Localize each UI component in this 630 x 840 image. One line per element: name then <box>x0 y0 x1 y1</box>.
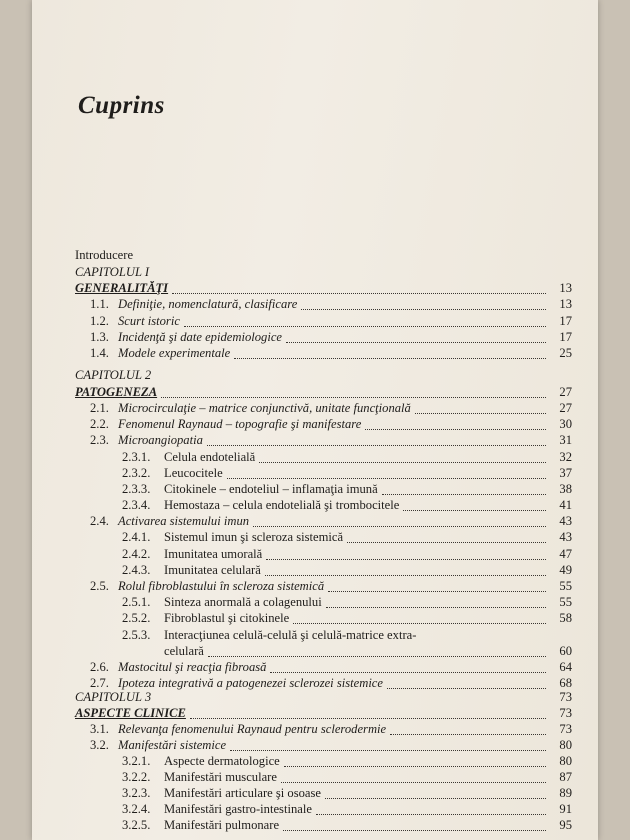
toc-entry-label: Citokinele – endoteliul – inflamaţia imună <box>164 482 378 496</box>
dot-leader <box>325 787 546 799</box>
toc-entry-number: 2.5.1. <box>122 595 151 609</box>
toc-entry-text <box>90 737 226 753</box>
toc-entry-page: 58 <box>559 611 572 625</box>
dot-leader <box>415 402 546 414</box>
toc-entry-page: 17 <box>559 330 572 344</box>
toc-entry <box>122 643 572 659</box>
toc-entry-number: 2.3. <box>90 433 109 447</box>
toc-entry-text <box>90 416 361 432</box>
toc-entry-text <box>75 689 151 705</box>
toc-entry-page: 73 <box>559 722 572 736</box>
dot-leader <box>387 677 546 689</box>
toc-entry-label: Sinteza anormală a colagenului <box>164 595 322 609</box>
toc-entry-number: 2.3.3. <box>122 482 151 496</box>
toc-entry-text <box>122 481 378 497</box>
toc-entry-label: Fenomenul Raynaud – topografie şi manifestare <box>118 417 362 431</box>
toc-entry <box>90 400 572 416</box>
toc-entry-text <box>122 753 280 769</box>
toc-entry-number: 2.5.3. <box>122 628 151 642</box>
toc-entry-text <box>122 529 343 545</box>
toc-entry-label: CAPITOLUL 3 <box>75 690 152 704</box>
toc-entry-text <box>90 659 266 675</box>
toc-entry <box>75 705 572 721</box>
dot-leader <box>326 596 546 608</box>
toc-entry-text <box>122 817 279 833</box>
toc-entry <box>122 769 572 785</box>
dot-leader <box>316 803 546 815</box>
toc-entry-label: Interacţiunea celulă-celulă şi celulă-matrice extra- <box>164 628 417 642</box>
toc-entry-page: 25 <box>559 346 572 360</box>
toc-entry-number: 2.4.1. <box>122 530 151 544</box>
dot-leader <box>286 331 546 343</box>
toc-entry-number: 2.5.2. <box>122 611 151 625</box>
toc-entry <box>75 280 572 296</box>
toc-entry-page: 80 <box>559 754 572 768</box>
toc-entry-page: 43 <box>559 530 572 544</box>
toc-entry-text <box>75 367 151 383</box>
toc-entry <box>122 594 572 610</box>
toc-entry-label: Imunitatea umorală <box>164 547 263 561</box>
toc-entry-page: 37 <box>559 466 572 480</box>
dot-leader <box>234 347 546 359</box>
toc-entry-page: 17 <box>559 314 572 328</box>
dot-leader <box>208 645 546 657</box>
toc-entry-text <box>122 562 261 578</box>
toc-entry-text <box>90 513 249 529</box>
toc-entry-label: Scurt istoric <box>118 314 180 328</box>
toc-entry-page: 73 <box>559 690 572 704</box>
toc-entry-number: 3.2.3. <box>122 786 151 800</box>
toc-entry-label: Celula endotelială <box>164 450 256 464</box>
dot-leader <box>283 819 546 831</box>
toc-entry-page: 49 <box>559 563 572 577</box>
toc-entry-page: 91 <box>559 802 572 816</box>
toc-entry-page: 55 <box>559 579 572 593</box>
toc-entry <box>75 247 572 263</box>
toc-entry-number: 3.2.5. <box>122 818 151 832</box>
toc-entry-number: 2.4.3. <box>122 563 151 577</box>
toc-entry-page: 41 <box>559 498 572 512</box>
toc-entry-number: 1.3. <box>90 330 109 344</box>
toc-entry <box>122 497 572 513</box>
toc-entry-label: Incidenţă şi date epidemiologice <box>118 330 283 344</box>
toc-entry <box>122 449 572 465</box>
toc-entry-text <box>90 578 324 594</box>
toc-entry-page: 13 <box>559 297 572 311</box>
toc-entry <box>122 465 572 481</box>
page-title: Cuprins <box>78 92 165 119</box>
toc-entry <box>122 529 572 545</box>
toc-entry-label: Modele experimentale <box>118 346 231 360</box>
toc-entry-text <box>75 264 149 280</box>
toc-entry-page: 30 <box>559 417 572 431</box>
toc-entry <box>90 737 572 753</box>
toc-entry <box>122 562 572 578</box>
toc-entry-page: 32 <box>559 450 572 464</box>
dot-leader <box>230 739 546 751</box>
toc-entry-page: 38 <box>559 482 572 496</box>
toc-entry-page: 27 <box>559 401 572 415</box>
toc-entry-text <box>75 705 186 721</box>
toc-entry-page: 95 <box>559 818 572 832</box>
toc-entry-number: 2.3.1. <box>122 450 151 464</box>
toc-entry-page: 13 <box>559 281 572 295</box>
toc-entry <box>90 721 572 737</box>
toc-entry <box>122 610 572 626</box>
toc-entry-label: Definiţie, nomenclatură, clasificare <box>118 297 298 311</box>
dot-leader <box>265 564 546 576</box>
dot-leader <box>293 612 546 624</box>
toc-entry <box>90 432 572 448</box>
toc-entry-text <box>75 384 157 400</box>
dot-leader <box>161 386 546 398</box>
toc-entry-label: Introducere <box>75 248 134 262</box>
toc-entry <box>90 578 572 594</box>
toc-entry-text <box>90 313 180 329</box>
toc-entry-label: Mastocitul şi reacţia fibroasă <box>118 660 267 674</box>
toc-entry-label: PATOGENEZA <box>75 385 158 399</box>
toc-entry-label: celulară <box>164 644 204 658</box>
toc-entry <box>75 264 572 280</box>
toc-entry-page: 73 <box>559 706 572 720</box>
dot-leader <box>253 515 546 527</box>
toc-entry-text <box>122 546 262 562</box>
toc-entry-label: Manifestări articulare şi osoase <box>164 786 322 800</box>
toc-entry-label: Imunitatea celulară <box>164 563 261 577</box>
toc-entry-label: Microcirculaţie – matrice conjunctivă, unitate funcţională <box>118 401 411 415</box>
toc-entry-text <box>122 785 321 801</box>
toc-entry-number: 2.4.2. <box>122 547 151 561</box>
toc-entry-label: Manifestări musculare <box>164 770 277 784</box>
toc-entry-text <box>122 594 322 610</box>
dot-leader <box>259 451 546 463</box>
toc-entry-number: 2.4. <box>90 514 109 528</box>
toc-entry-label: Microangiopatia <box>118 433 203 447</box>
dot-leader <box>347 531 546 543</box>
toc-entry-label: Manifestări gastro-intestinale <box>164 802 312 816</box>
toc-entry-label: Ipoteza integrativă a patogenezei sclerozei sistemice <box>118 676 383 690</box>
toc-entry-page: 68 <box>559 676 572 690</box>
toc-entry-text <box>122 610 289 626</box>
toc-entry-number: 3.2.2. <box>122 770 151 784</box>
toc-entry-label: Aspecte dermatologice <box>164 754 280 768</box>
toc-entry-label: ASPECTE CLINICE <box>75 706 186 720</box>
toc-entry-text <box>122 643 204 659</box>
dot-leader <box>266 548 546 560</box>
toc-entry-text <box>90 296 297 312</box>
toc-entry-text <box>122 801 312 817</box>
toc-entry <box>122 627 572 643</box>
toc-entry <box>122 546 572 562</box>
toc-entry-page: 55 <box>559 595 572 609</box>
toc-entry-text <box>122 449 255 465</box>
toc-entry-text <box>122 627 416 643</box>
toc-entry-number: 1.1. <box>90 297 109 311</box>
dot-leader <box>390 723 546 735</box>
toc-entry-label: Manifestări pulmonare <box>164 818 280 832</box>
dot-leader <box>190 707 546 719</box>
toc-entry-number: 1.4. <box>90 346 109 360</box>
toc-entry <box>90 296 572 312</box>
toc-entry-page: 80 <box>559 738 572 752</box>
toc-entry-page: 87 <box>559 770 572 784</box>
toc-entry-label: CAPITOLUL I <box>75 265 150 279</box>
toc-entry-label: GENERALITĂŢI <box>75 281 169 295</box>
toc-entry <box>122 801 572 817</box>
toc-entry-number: 3.2.1. <box>122 754 151 768</box>
toc-entry-label: Hemostaza – celula endotelială şi trombocitele <box>164 498 400 512</box>
toc-entry-text <box>90 329 282 345</box>
toc-entry-text <box>90 345 230 361</box>
toc-entry-label: Leucocitele <box>164 466 223 480</box>
toc-entry-number: 2.6. <box>90 660 109 674</box>
dot-leader <box>382 483 546 495</box>
toc-entry-page: 60 <box>559 644 572 658</box>
toc-entry-text <box>90 432 203 448</box>
toc-entry-number: 2.3.4. <box>122 498 151 512</box>
toc-entry-label: Rolul fibroblastului în scleroza sistemică <box>118 579 325 593</box>
toc-entry-number: 2.3.2. <box>122 466 151 480</box>
toc-entry-text <box>75 247 133 263</box>
toc-entry <box>90 513 572 529</box>
toc-entry-number: 1.2. <box>90 314 109 328</box>
dot-leader <box>281 771 546 783</box>
dot-leader <box>301 298 546 310</box>
toc-entry-page: 43 <box>559 514 572 528</box>
toc-entry <box>122 481 572 497</box>
toc-entry-label: CAPITOLUL 2 <box>75 368 152 382</box>
toc-entry <box>90 659 572 675</box>
toc-entry-label: Relevanţa fenomenului Raynaud pentru sclerodermie <box>118 722 387 736</box>
dot-leader <box>227 467 546 479</box>
dot-leader <box>328 580 546 592</box>
toc-entry-number: 2.5. <box>90 579 109 593</box>
toc-entry-page: 89 <box>559 786 572 800</box>
dot-leader <box>403 499 546 511</box>
dot-leader <box>284 755 546 767</box>
toc-entry <box>122 753 572 769</box>
toc-entry <box>90 329 572 345</box>
toc-entry <box>90 345 572 361</box>
toc-entry <box>75 384 572 400</box>
toc-entry-number: 2.1. <box>90 401 109 415</box>
toc-entry-number: 3.2.4. <box>122 802 151 816</box>
toc-entry-text <box>122 465 223 481</box>
toc-entry-label: Manifestări sistemice <box>118 738 227 752</box>
dot-leader <box>365 418 546 430</box>
toc-entry-text <box>122 769 277 785</box>
toc-entry-label: Sistemul imun şi scleroza sistemică <box>164 530 344 544</box>
toc-entry-text <box>122 497 399 513</box>
toc-entry <box>122 817 572 833</box>
dot-leader <box>172 282 546 294</box>
toc-entry-text <box>90 721 386 737</box>
toc-entry <box>75 689 572 705</box>
toc-entry-page: 31 <box>559 433 572 447</box>
toc-entry-page: 27 <box>559 385 572 399</box>
toc-entry <box>90 416 572 432</box>
toc-entry <box>90 313 572 329</box>
toc-entry-page: 64 <box>559 660 572 674</box>
toc-entry <box>75 367 572 383</box>
toc-entry-number: 2.7. <box>90 676 109 690</box>
toc-entry-text <box>90 400 411 416</box>
toc-entry-label: Fibroblastul şi citokinele <box>164 611 290 625</box>
toc-entry-number: 2.2. <box>90 417 109 431</box>
dot-leader <box>184 315 546 327</box>
toc-entry-number: 3.1. <box>90 722 109 736</box>
toc-entry <box>122 785 572 801</box>
toc-entry-number: 3.2. <box>90 738 109 752</box>
dot-leader <box>270 661 546 673</box>
dot-leader <box>207 434 546 446</box>
toc-entry-text <box>75 280 168 296</box>
toc-entry-page: 47 <box>559 547 572 561</box>
toc-entry-label: Activarea sistemului imun <box>118 514 250 528</box>
book-page <box>32 0 598 840</box>
